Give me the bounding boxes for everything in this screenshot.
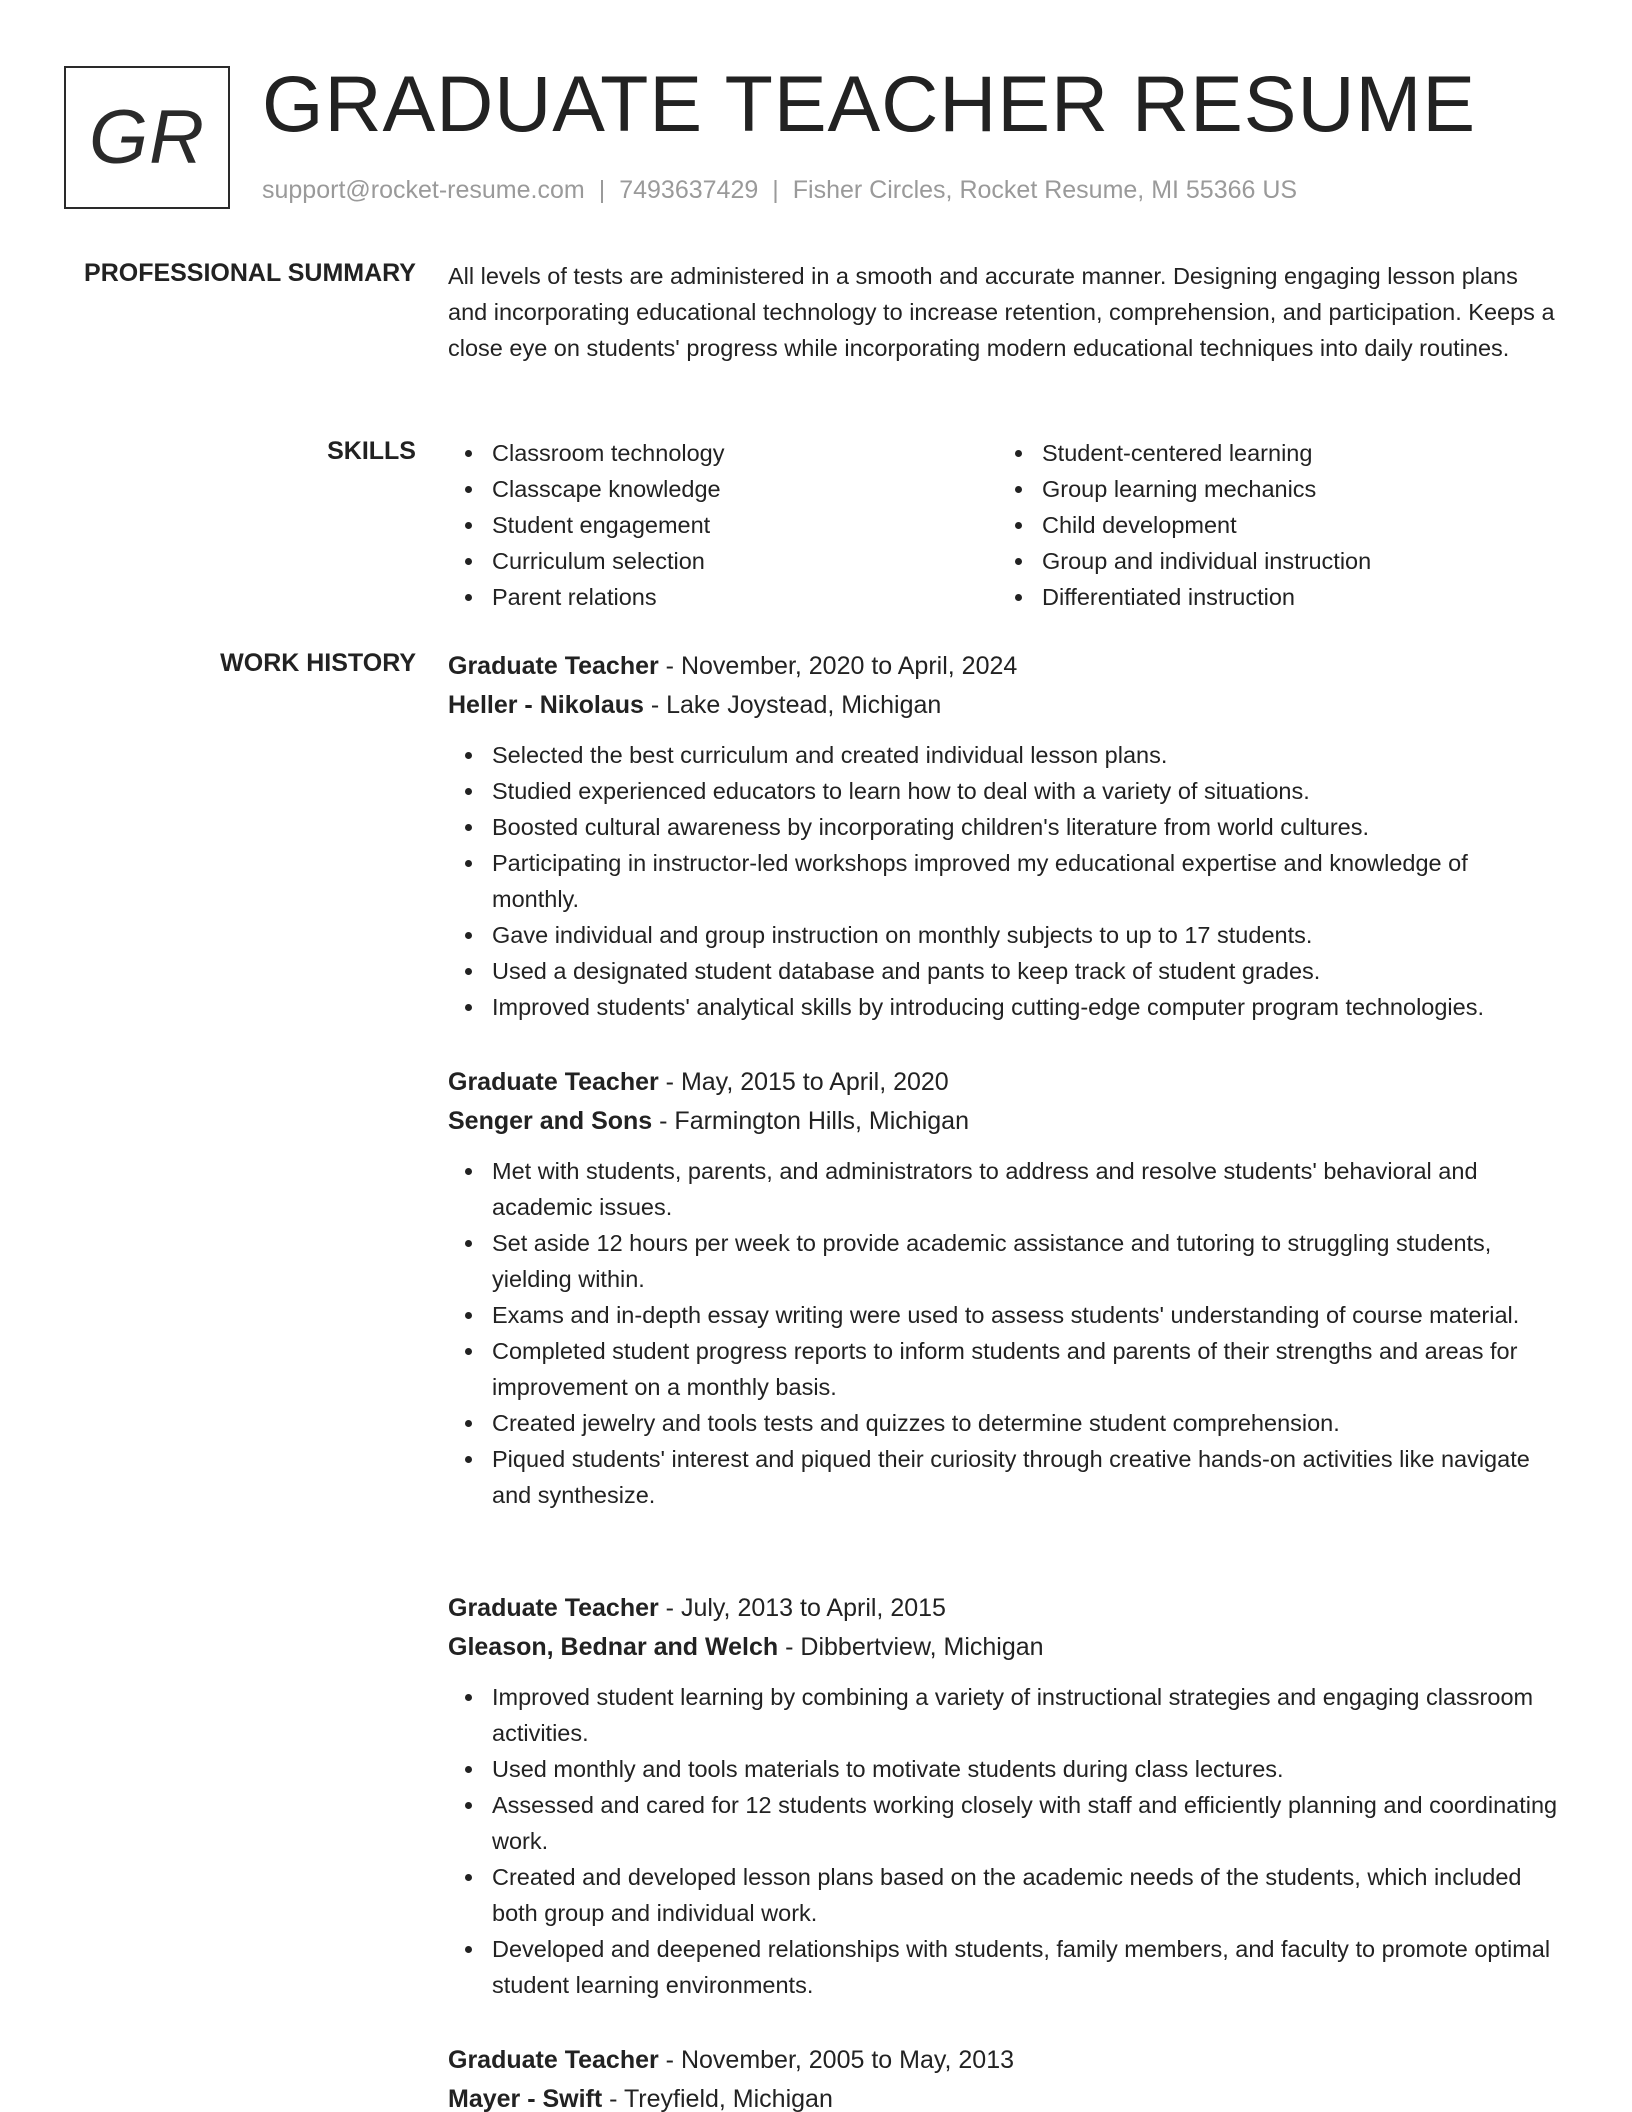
page-title: GRADUATE TEACHER RESUME — [262, 59, 1477, 148]
skill-item: Child development — [998, 507, 1548, 543]
summary-body — [448, 258, 1558, 366]
monogram-initials: GR — [89, 95, 205, 180]
contact-address: Fisher Circles, Rocket Resume, MI 55366 US — [792, 176, 1298, 204]
job-dates: - November, 2020 to April, 2024 — [658, 652, 1018, 680]
job-bullets — [448, 737, 1558, 1025]
job-bullet: Participating in instructor-led workshops improved my educational expertise and knowledge of monthly. — [448, 845, 1558, 917]
job-title: Graduate Teacher — [448, 2046, 659, 2074]
skill-item: Student-centered learning — [998, 435, 1548, 471]
job-employer-line — [448, 1628, 1558, 1667]
job-bullet: Selected the best curriculum and created individual lesson plans. — [448, 737, 1558, 773]
job-employer-line — [448, 2080, 1558, 2112]
job-bullet: Improved students' analytical skills by introducing cutting-edge computer program technologies. — [448, 989, 1558, 1025]
job-bullet: Boosted cultural awareness by incorporating children's literature from world cultures. — [448, 809, 1558, 845]
job-title: Graduate Teacher — [448, 1594, 659, 1622]
contact-line — [262, 176, 1297, 205]
job-bullet: Piqued students' interest and piqued their curiosity through creative hands-on activities like navigate and synthesize. — [448, 1441, 1558, 1513]
skills-column-right — [998, 435, 1548, 615]
section-label-professional-summary: PROFESSIONAL SUMMARY — [84, 259, 416, 287]
job-bullet: Met with students, parents, and administrators to address and resolve students' behavioral and academic issues. — [448, 1153, 1558, 1225]
job-bullet: Set aside 12 hours per week to provide academic assistance and tutoring to struggling students, yielding within. — [448, 1225, 1558, 1297]
skill-item: Curriculum selection — [448, 543, 998, 579]
contact-separator: | — [598, 176, 606, 204]
job-employer: Senger and Sons — [448, 1107, 653, 1135]
job-title-line — [448, 1063, 1558, 1102]
job-dates: - July, 2013 to April, 2015 — [658, 1594, 946, 1622]
job-entry — [448, 2041, 1558, 2112]
contact-email[interactable]: support@rocket-resume.com — [262, 176, 585, 204]
section-label-skills: SKILLS — [327, 437, 416, 465]
skill-item: Differentiated instruction — [998, 579, 1548, 615]
job-bullet: Used a designated student database and pants to keep track of student grades. — [448, 953, 1558, 989]
job-title-line — [448, 2041, 1558, 2080]
job-location: - Lake Joystead, Michigan — [643, 691, 942, 719]
job-bullet: Assessed and cared for 12 students working closely with staff and efficiently planning and coordinating work. — [448, 1787, 1558, 1859]
skill-item: Parent relations — [448, 579, 998, 615]
job-bullets — [448, 1153, 1558, 1513]
job-employer-line — [448, 1102, 1558, 1141]
job-entry — [448, 1589, 1558, 2003]
job-entry — [448, 1063, 1558, 1513]
job-title-line — [448, 647, 1558, 686]
job-location: - Treyfield, Michigan — [602, 2085, 833, 2112]
skill-item: Group learning mechanics — [998, 471, 1548, 507]
job-bullet: Created and developed lesson plans based on the academic needs of the students, which included both group and individual work. — [448, 1859, 1558, 1931]
job-dates: - May, 2015 to April, 2020 — [658, 1068, 949, 1096]
skill-item: Classcape knowledge — [448, 471, 998, 507]
job-bullet: Studied experienced educators to learn how to deal with a variety of situations. — [448, 773, 1558, 809]
job-employer: Heller - Nikolaus — [448, 691, 644, 719]
skill-item: Student engagement — [448, 507, 998, 543]
job-bullets — [448, 1679, 1558, 2003]
skills-column-left — [448, 435, 998, 615]
job-bullet: Gave individual and group instruction on monthly subjects to up to 17 students. — [448, 917, 1558, 953]
job-bullet: Completed student progress reports to inform students and parents of their strengths and areas for improvement on a monthly basis. — [448, 1333, 1558, 1405]
job-bullet: Created jewelry and tools tests and quizzes to determine student comprehension. — [448, 1405, 1558, 1441]
job-title: Graduate Teacher — [448, 1068, 659, 1096]
monogram-box — [64, 66, 230, 209]
summary-text: All levels of tests are administered in a smooth and accurate manner. Designing engaging lesson plans and incorporating educational technology to increase retention, comprehension, and participation. Keeps a close eye on students' progress while incorporating modern educational techniques into daily routines. — [448, 263, 1555, 361]
job-employer: Gleason, Bednar and Welch — [448, 1633, 779, 1661]
job-title: Graduate Teacher — [448, 652, 659, 680]
job-bullet: Developed and deepened relationships with students, family members, and faculty to promote optimal student learning environments. — [448, 1931, 1558, 2003]
job-entry — [448, 647, 1558, 1025]
job-employer-line — [448, 686, 1558, 725]
job-bullet: Used monthly and tools materials to motivate students during class lectures. — [448, 1751, 1558, 1787]
contact-separator: | — [772, 176, 779, 204]
job-dates: - November, 2005 to May, 2013 — [658, 2046, 1015, 2074]
skill-item: Classroom technology — [448, 435, 998, 471]
job-bullet: Improved student learning by combining a variety of instructional strategies and engaging classroom activities. — [448, 1679, 1558, 1751]
job-bullet: Exams and in-depth essay writing were used to assess students' understanding of course material. — [448, 1297, 1558, 1333]
job-location: - Dibbertview, Michigan — [778, 1633, 1044, 1661]
job-employer: Mayer - Swift — [448, 2085, 603, 2112]
skills-grid — [448, 435, 1558, 615]
skill-item: Group and individual instruction — [998, 543, 1548, 579]
contact-phone[interactable]: 7493637429 — [619, 176, 759, 204]
job-location: - Farmington Hills, Michigan — [652, 1107, 969, 1135]
job-title-line — [448, 1589, 1558, 1628]
section-label-work-history: WORK HISTORY — [220, 649, 416, 677]
